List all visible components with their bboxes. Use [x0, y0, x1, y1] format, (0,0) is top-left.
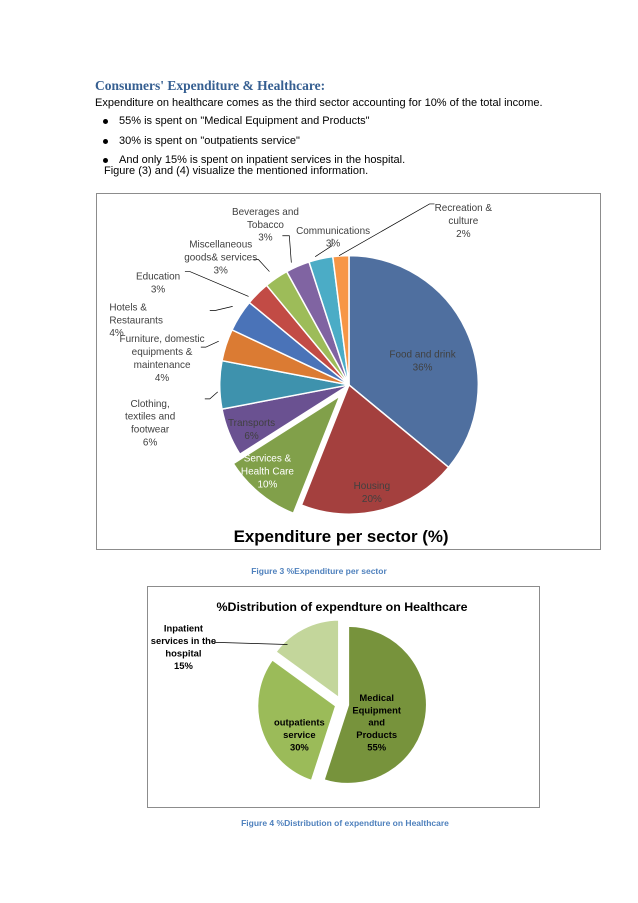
expenditure-pie-chart — [97, 194, 600, 549]
slice-miscellaneous-goods-services-label-line: Miscellaneous — [189, 239, 253, 251]
slice-transports-label-line: 6% — [244, 431, 259, 443]
slice-medical-equipment-and-products-label-line: and — [368, 716, 386, 728]
slice-beverages-and-tobacco-label — [232, 207, 299, 244]
slice-inpatient-services-in-the-hospital-label-line: 15% — [174, 659, 193, 671]
slice-furniture-domestic-equipments-maintenance-label — [120, 334, 205, 384]
leader-line-inpatient — [214, 642, 287, 644]
healthcare-pie-chart — [148, 587, 539, 807]
slice-communications-label-line: Communications — [296, 225, 371, 237]
expenditure-chart-frame — [96, 193, 601, 550]
slice-furniture-domestic-equipments-maintenance-label-line: 4% — [154, 372, 170, 384]
slice-clothing-textiles-and-footwear-label-line: footwear — [131, 424, 170, 436]
slice-miscellaneous-goods-services-label — [184, 240, 257, 277]
leader-line-clothing-textiles-and-footwear — [205, 392, 218, 399]
chart-title: %Distribution of expendture on Healthcare — [216, 599, 468, 614]
slice-recreation-culture-label-line: Recreation & — [434, 202, 493, 214]
slice-food-and-drink-label-line: Food and drink — [389, 349, 456, 361]
bullet-item: And only 15% is spent on inpatient services in the hospital. — [95, 151, 405, 171]
slice-furniture-domestic-equipments-maintenance-label-line: equipments & — [131, 347, 193, 359]
intro-text: Expenditure on healthcare comes as the third sector accounting for 10% of the total income. — [95, 97, 543, 109]
section-heading: Consumers' Expenditure & Healthcare: — [95, 78, 326, 93]
slice-education-label-line: Education — [135, 271, 181, 283]
slice-inpatient-services-in-the-hospital-label — [151, 623, 216, 671]
slice-beverages-and-tobacco-label-line: Beverages and — [232, 206, 299, 218]
slice-transports-label-line: Transports — [227, 418, 276, 430]
slice-housing-label-line: Housing — [353, 480, 391, 492]
slice-education-label-line: 3% — [150, 284, 166, 296]
slice-inpatient-services-in-the-hospital-label-line: hospital — [165, 647, 202, 659]
slice-clothing-textiles-and-footwear-label-line: 6% — [142, 437, 158, 449]
slice-medical-equipment-and-products-label-line: 55% — [367, 741, 387, 753]
figure-intro-text: Figure (3) and (4) visualize the mentioned information. — [104, 165, 369, 177]
chart-title: Expenditure per sector (%) — [233, 527, 449, 547]
slice-inpatient-services-in-the-hospital-label-line: services in the — [150, 634, 217, 646]
bullet-item: 55% is spent on "Medical Equipment and Products" — [95, 112, 405, 132]
slice-outpatients-service-label-line: 30% — [289, 741, 309, 753]
slice-miscellaneous-goods-services-label-line: 3% — [213, 265, 228, 277]
bullet-list — [95, 112, 405, 171]
slice-services-health-care-label-line: Health Care — [240, 466, 294, 478]
slice-food-and-drink-label-line: 36% — [412, 362, 433, 374]
figure3-caption: Figure 3 %Expenditure per sector — [251, 566, 387, 576]
slice-beverages-and-tobacco-label-line: Tobacco — [246, 219, 284, 231]
slice-communications-label-line: 3% — [325, 238, 341, 250]
slice-furniture-domestic-equipments-maintenance-label-line: maintenance — [133, 360, 191, 372]
slice-miscellaneous-goods-services-label-line: goods& services — [184, 252, 258, 264]
slice-hotels-restaurants-label-line: 4% — [109, 328, 124, 340]
slice-clothing-textiles-and-footwear-label-line: Clothing, — [130, 398, 170, 410]
slice-communications-label — [296, 226, 370, 250]
slice-medical-equipment-and-products-label-line: Equipment — [352, 704, 402, 716]
slice-medical-equipment-and-products-label-line: Medical — [359, 691, 394, 703]
slice-hotels-restaurants-label-line: Restaurants — [109, 315, 163, 327]
slice-beverages-and-tobacco-label-line: 3% — [258, 232, 273, 244]
slice-services-health-care-label-line: 10% — [257, 479, 278, 491]
slice-housing-label-line: 20% — [361, 493, 382, 505]
slice-services-health-care-label-line: Services & — [243, 453, 292, 465]
slice-recreation-culture-label — [435, 203, 493, 240]
slice-recreation-culture-label-line: culture — [448, 215, 479, 227]
slice-outpatients-service-label-line: outpatients — [274, 716, 325, 728]
figure4-caption: Figure 4 %Distribution of expendture on Healthcare — [241, 818, 449, 828]
slice-recreation-culture-label-line: 2% — [456, 228, 471, 240]
slice-medical-equipment-and-products-label-line: Products — [356, 729, 398, 741]
slice-clothing-textiles-and-footwear-label-line: textiles and — [124, 411, 176, 423]
slice-hotels-restaurants-label-line: Hotels & — [109, 302, 147, 314]
leader-line-beverages-and-tobacco — [282, 236, 291, 263]
slice-furniture-domestic-equipments-maintenance-label-line: Furniture, domestic — [119, 334, 205, 346]
slice-education-label — [136, 272, 180, 296]
slice-outpatients-service-label-line: service — [283, 729, 316, 741]
leader-line-hotels-restaurants — [210, 306, 233, 310]
healthcare-chart-frame — [147, 586, 540, 808]
slice-clothing-textiles-and-footwear-label — [125, 399, 175, 449]
bullet-item: 30% is spent on "outpatients service" — [95, 132, 405, 152]
slice-inpatient-services-in-the-hospital-label-line: Inpatient — [163, 622, 204, 634]
